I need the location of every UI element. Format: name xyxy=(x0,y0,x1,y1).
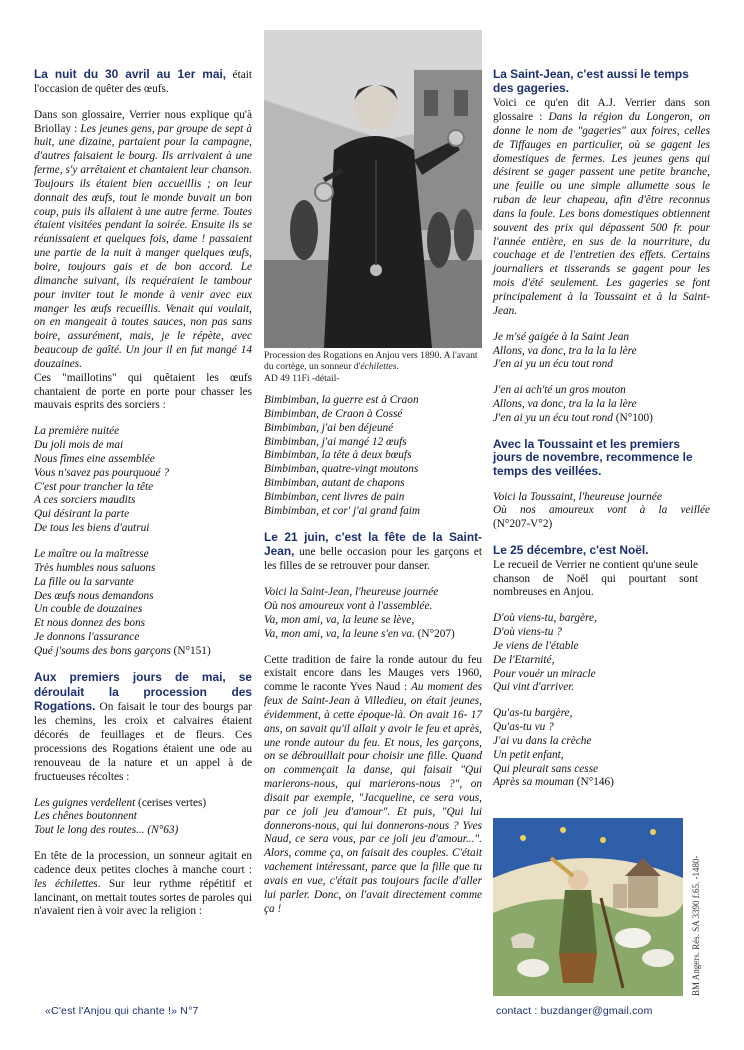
paragraph-may-night: La nuit du 30 avril au 1er mai, était l'occasion de quêter des œufs. xyxy=(34,67,252,95)
paragraph-saint-jean: Le 21 juin, c'est la fête de la Saint-Jean, une belle occasion pour les garçons et les filles de se retrouver pour danser. xyxy=(264,529,482,573)
song-guignes: Les guignes verdellent (cerises vertes) Les chênes boutonnent Tout le long des routes... (N°63) xyxy=(34,796,207,837)
heading-gageries: La Saint-Jean, c'est aussi le temps des gageries. xyxy=(493,67,689,95)
paragraph-noel: Le recueil de Verrier ne contient qu'une seule chanson de Noël qui pourtant sont nombreuses en Anjou. xyxy=(493,558,698,599)
procession-photo-drawing xyxy=(264,30,482,348)
shepherd-illustration xyxy=(493,818,683,996)
footer-contact[interactable]: contact : buzdanger@gmail.com xyxy=(496,1005,653,1017)
song-bargere-2: Qu'as-tu bargère, Qu'as-tu vu ? J'ai vu dans la crèche Un petit enfant, Qui pleurait sans cesse Après sa mouman (N°146) xyxy=(493,707,614,789)
paragraph-maillotins: Ces "maillotins" qui quêtaient les œufs chantaient de porte en porte pour chasser les mauvais esprits des sorciers : xyxy=(34,371,252,412)
heading-toussaint: Avec la Toussaint et les premiers jours de novembre, recommence le temps des veillées. xyxy=(493,436,693,478)
illustration-credit: BM Angers. Rés. SA 3390 f.65. -1480- xyxy=(691,855,701,996)
paragraph-yves-naud: Cette tradition de faire la ronde autour du feu existait encore dans les Mauges vers 1960, comme le raconte Yves Naud : Au moment des feux de Saint-Jean à Villedieu, on était jeunes, évidemment, à cette époque-là. On avait 16- 17 ans, on savait qu'il allait y avoir le feu et après, une ronde autour du feu. Et nous, les garçons, on se débrouillait pour choisir une fille. Quand on commençait la danse, qui faisait "Qui marierons-nous, qui marierons-nous ?", on disait par exemple, "Jacqueline, ce sera vous, par ce joli jeu d'amour". Et puis, "Qui lui donnerons-nous, qui lui donnerons-nous ? Yves Naud, ce sera vous, par ce joli jeu d'amour...". Alors, comme ça, on faisait des couples. C'était vachement intéressant, parce que la fille que tu avais en vue, c'était pas toujours facile d'aller lui parler. Donc, on l'avait directement comme ça ! xyxy=(264,653,482,915)
heading-rogations: Aux premiers jours de mai, se déroulait la procession des Rogations. xyxy=(34,669,252,714)
photo-caption: Procession des Rogations en Anjou vers 1890. A l'avant du cortège, un sonneur d'échilettes. AD 49 11Fi -détail- xyxy=(264,350,478,384)
shepherd-illustration-drawing xyxy=(493,818,683,996)
heading-may-night: La nuit du 30 avril au 1er mai, xyxy=(34,67,227,81)
procession-photo xyxy=(264,30,482,348)
song-bimbimban: Bimbimban, la guerre est à Craon Bimbimban, de Craon à Cossé Bimbimban, j'ai ben déjeuné Bimbimban, j'ai mangé 12 œufs Bimbimban, la tête à deux bœufs Bimbimban, quatre-vingt moutons Bimbimban, autant de chapons Bimbimban, cent livres de pain Bimbimban, et cor' j'ai grand faim xyxy=(264,394,421,517)
song-master-mistress: Le maître ou la maîtresse Très humbles nous saluons La fille ou la sarvante Des œufs nous demandons Un couble de douzaines Et nous donnez des bons Je donnons l'assurance Qué j'soums des bons garçons (N°151) xyxy=(34,548,211,657)
column-middle xyxy=(264,394,482,929)
song-toussaint: Voici la Toussaint, l'heureuse journée Où nos amoureux vont à la veillée (N°207-V°2) xyxy=(493,490,710,531)
song-saint-jean: Voici la Saint-Jean, l'heureuse journée Où nos amoureux vont à l'assemblée. Va, mon ami, va, la leune se lève, Va, mon ami, va, la leune s'en va. (N°207) xyxy=(264,586,455,640)
heading-noel: Le 25 décembre, c'est Noël. xyxy=(493,543,649,558)
heading-saint-jean: Le 21 juin, c'est la fête de la Saint-Jean, xyxy=(264,529,482,559)
paragraph-echilettes: En tête de la procession, un sonneur agitait en cadence deux petites cloches à manche court : les échilettes. Sur leur rythme répétitif et lancinant, on mettait toutes sortes de paroles qui n'avaient rien à voir avec la religion : xyxy=(34,850,253,918)
column-left xyxy=(34,68,252,931)
song-mouton: J'en ai ach'té un gros mouton Allons, va donc, tra la la la lère J'en ai yu un écu tout rond (N°100) xyxy=(493,384,653,424)
song-bargere-1: D'où viens-tu, bargère, D'où viens-tu ? Je viens de l'étable De l'Etarnité, Pour vouér un miracle Qui vint d'arriver. xyxy=(493,612,597,694)
paragraph-rogations: Aux premiers jours de mai, se déroulait la procession des Rogations. On faisait le tour des bourgs par les chemins, les croix et calvaires étaient décorés de feuillages et de fleurs. Ces processions des Rogations étaient une ode au renouveau de la nature et un appel à de fructueuses récoltes : xyxy=(34,669,252,783)
song-first-night: La première nuitée Du joli mois de mai Nous fîmes eine assemblée Vous n'savez pas pourquoué ? C'est pour trancher la tête A ces sorciers maudits Qui désirant la parte De tous les biens d'autrui xyxy=(34,425,170,535)
footer-issue: «C'est l'Anjou qui chante !» N°7 xyxy=(45,1005,199,1017)
paragraph-briollay: Dans son glossaire, Verrier nous explique qu'à Briollay : Les jeunes gens, par groupe de sept à huit, une dizaine, partaient pour la campagne, d'autres faisaient le bourg. Ils arrivaient à une ferme, s'y arrêtaient et chantaient leur chanson. Toujours ils étaient bien accueillis ; on leur donnait des œufs, tout le monde buvait un bon coup, puis ils allaient à une autre ferme. Toutes étaient visitées pendant la soirée. Ensuite ils se réunissaient et quelques fois, dame ! passaient une partie de la nuit à manger quelques œufs, boire, toujours gais et de bon accord. Le dimanche suivant, ils requéraient le tambour pour inviter tout le monde à venir avec eux manger les œufs recueillis. Venait qui voulait, on en mangeait à toutes sauces, non pas sans boire, assurément, mais, je le répète, avec beaucoup de gaîté. Un jour il en fut mangé 14 douzaines. xyxy=(34,108,252,370)
song-gaigee: Je m'sé gaigée à la Saint Jean Allons, va donc, tra la la la lère J'en ai yu un écu tout rond xyxy=(493,330,637,371)
column-right xyxy=(493,68,710,802)
paragraph-gageries: Voici ce qu'en dit A.J. Verrier dans son glossaire : Dans la région du Longeron, on donne le nom de "gageries" aux foires, celles de Tiffauges en particulier, où se gagent les domestiques de fermes. Les jeunes gens qui désirent se gager passent une petite branche, une feuille ou une simple allumette sous le ruban de leur chapeau, afin d'être reconnus dans la foule. Les bons domestiques obtiennent souvent des prix qui dépassent 500 fr. pour l'année entière, en sus de la nourriture, du couchage et de l'entretien des effets. Certains journaliers et tisserands se gagent pour les mois d'été seulement. Les gageries se font principalement à la Toussaint et à la Saint-Jean. xyxy=(493,97,710,317)
